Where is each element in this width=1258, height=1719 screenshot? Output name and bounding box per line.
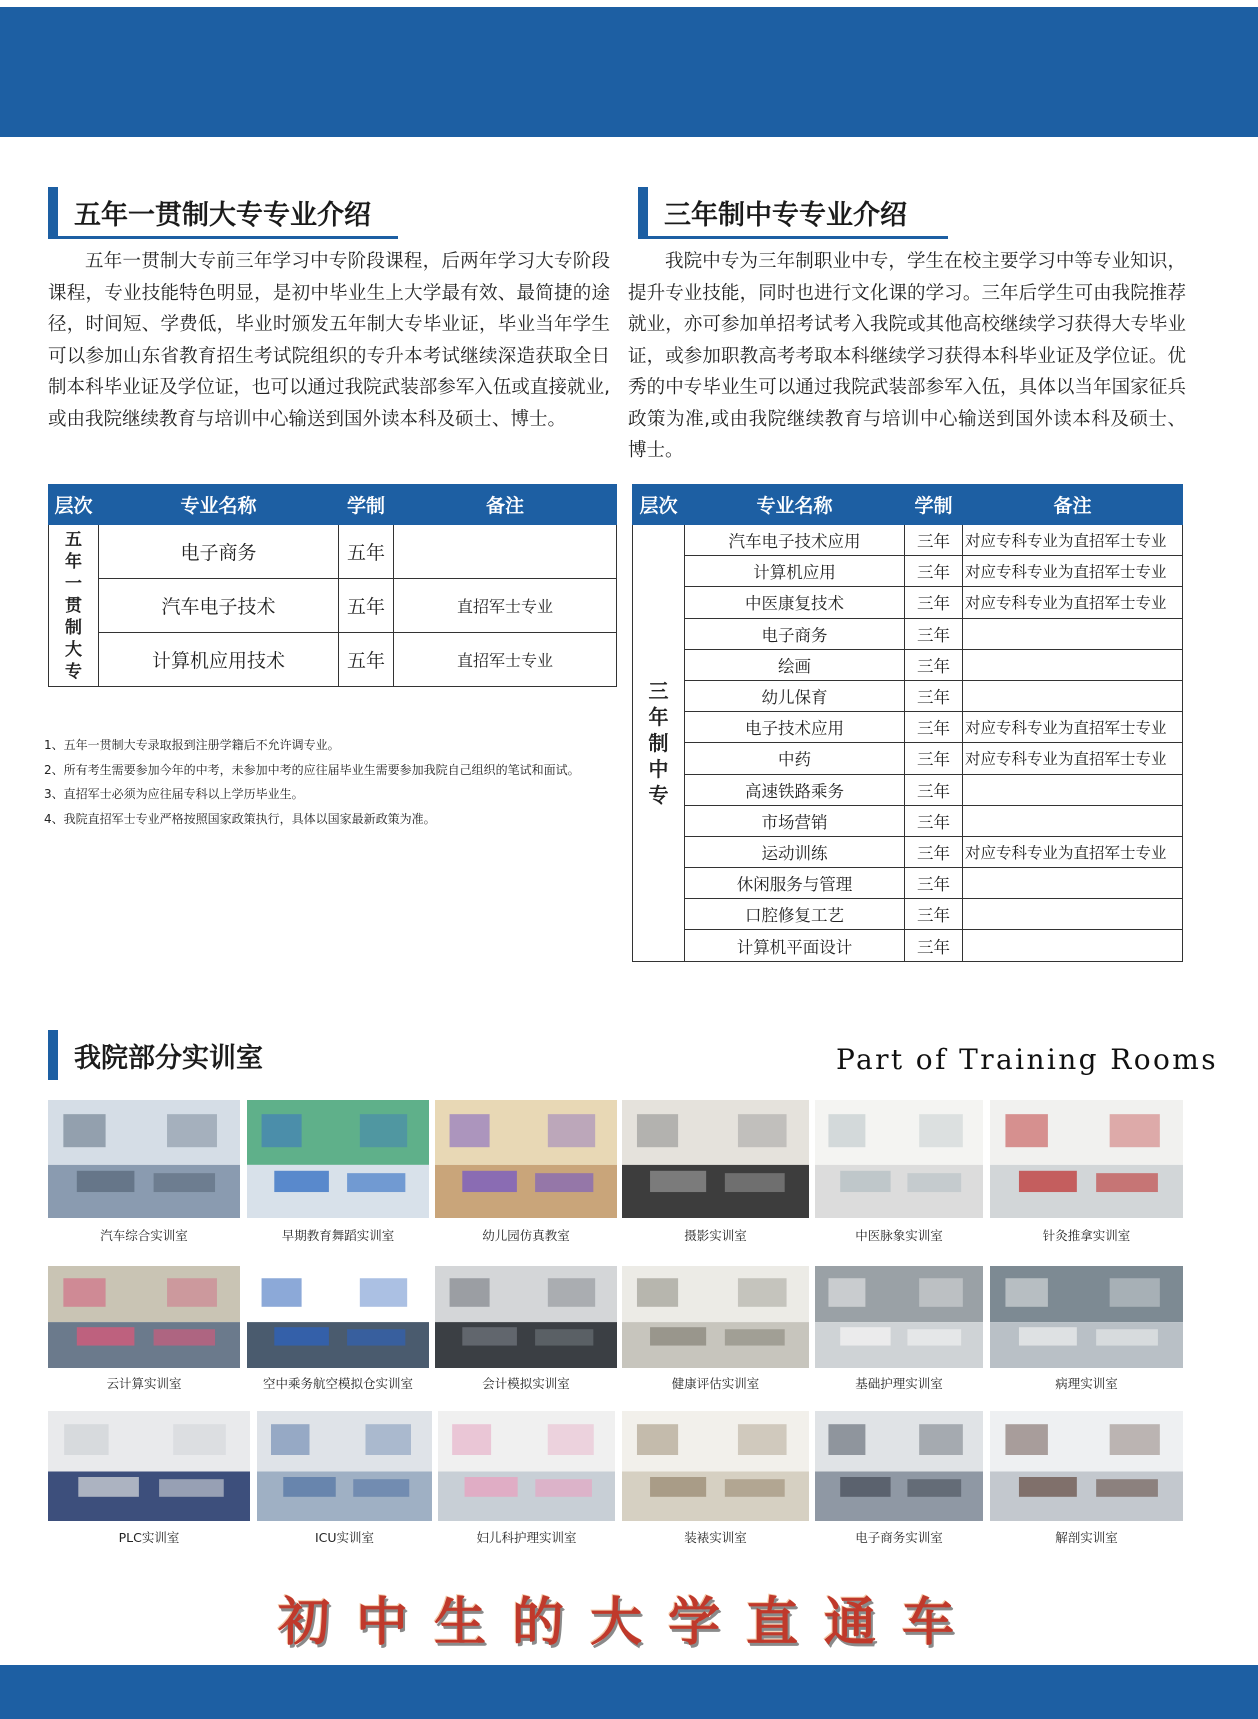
table-row [633, 868, 1183, 899]
note-item: 1、五年一贯制大专录取报到注册学籍后不允许调专业。 [44, 738, 340, 752]
header-underline [48, 236, 398, 239]
level-cell: 三年制中专 [633, 525, 685, 962]
training-room-card [438, 1411, 615, 1548]
remarks-cell: 直招军士专业 [394, 579, 617, 633]
duration-cell: 三年 [905, 774, 963, 805]
training-rooms-english-title: Part of Training Rooms [836, 1043, 1219, 1076]
duration-cell: 三年 [905, 618, 963, 649]
duration-cell: 三年 [905, 525, 963, 556]
table-row [633, 774, 1183, 805]
training-room-card [247, 1266, 429, 1394]
table-row [633, 743, 1183, 774]
major-name-cell: 计算机应用技术 [99, 633, 339, 687]
training-room-caption: 针灸推拿实训室 [1042, 1228, 1131, 1243]
training-room-caption: 早期教育舞蹈实训室 [281, 1228, 395, 1243]
duration-cell: 三年 [905, 556, 963, 587]
table-row [633, 712, 1183, 743]
training-room-card [990, 1266, 1183, 1394]
training-room-caption: 摄影实训室 [684, 1228, 747, 1243]
training-room-card [990, 1411, 1183, 1548]
major-name-cell: 绘画 [685, 649, 905, 680]
training-room-card [622, 1266, 809, 1394]
duration-cell: 五年 [339, 579, 394, 633]
bottom-banner [0, 1665, 1258, 1719]
training-room-photo [48, 1411, 250, 1521]
duration-cell: 三年 [905, 836, 963, 867]
duration-cell: 三年 [905, 805, 963, 836]
table-row [633, 649, 1183, 680]
five-year-major-table [48, 484, 617, 687]
remarks-cell: 对应专科专业为直招军士专业 [963, 743, 1183, 774]
training-room-caption: 电子商务实训室 [855, 1530, 943, 1545]
major-name-cell: 口腔修复工艺 [685, 899, 905, 930]
note-item: 4、我院直招军士专业严格按照国家政策执行，具体以国家最新政策为准。 [44, 811, 436, 826]
five-year-section-title: 五年一贯制大专专业介绍 [74, 200, 371, 231]
header-accent-bar [48, 187, 58, 237]
table-row [633, 525, 1183, 556]
training-room-photo [622, 1411, 809, 1521]
major-name-cell: 运动训练 [685, 836, 905, 867]
training-room-caption: 空中乘务航空模拟仓实训室 [262, 1376, 413, 1391]
header-remarks: 备注 [394, 485, 617, 525]
training-room-caption: 病理实训室 [1055, 1376, 1118, 1391]
major-name-cell: 休闲服务与管理 [685, 868, 905, 899]
header-level: 层次 [633, 485, 685, 525]
major-name-cell: 汽车电子技术 [99, 579, 339, 633]
admission-notes [44, 733, 644, 831]
training-room-card [48, 1100, 240, 1246]
training-room-caption: PLC实训室 [118, 1530, 180, 1545]
major-name-cell: 高速铁路乘务 [685, 774, 905, 805]
remarks-cell [963, 930, 1183, 961]
table-row [633, 930, 1183, 961]
three-year-section-header [638, 187, 948, 239]
duration-cell: 三年 [905, 649, 963, 680]
header-duration: 学制 [905, 485, 963, 525]
major-name-cell: 电子商务 [685, 618, 905, 649]
table-row [49, 525, 617, 579]
duration-cell: 三年 [905, 587, 963, 618]
major-name-cell: 市场营销 [685, 805, 905, 836]
training-rooms-title: 我院部分实训室 [74, 1043, 263, 1074]
duration-cell: 三年 [905, 680, 963, 711]
duration-cell: 三年 [905, 868, 963, 899]
training-room-card [435, 1266, 617, 1394]
training-room-caption: ICU实训室 [314, 1530, 375, 1545]
major-name-cell: 电子商务 [99, 525, 339, 579]
table-row [633, 618, 1183, 649]
header-major-name: 专业名称 [99, 485, 339, 525]
three-year-major-table [632, 484, 1183, 962]
training-room-card [257, 1411, 432, 1548]
training-room-card [48, 1266, 240, 1394]
training-room-card [247, 1100, 429, 1246]
remarks-cell: 对应专科专业为直招军士专业 [963, 712, 1183, 743]
remarks-cell [963, 680, 1183, 711]
training-room-photo [990, 1100, 1183, 1218]
training-room-caption: 会计模拟实训室 [482, 1376, 570, 1391]
table-header-row [633, 485, 1183, 525]
training-room-caption: 基础护理实训室 [855, 1376, 943, 1391]
remarks-cell [963, 649, 1183, 680]
remarks-cell [963, 899, 1183, 930]
top-banner [0, 7, 1258, 137]
training-room-card [622, 1411, 809, 1548]
duration-cell: 五年 [339, 525, 394, 579]
remarks-cell [963, 774, 1183, 805]
level-cell: 五年一贯制大专 [49, 525, 99, 687]
slogan: 初中生的大学直通车 [277, 1593, 980, 1653]
remarks-cell: 对应专科专业为直招军士专业 [963, 836, 1183, 867]
training-room-caption: 汽车综合实训室 [100, 1228, 188, 1243]
duration-cell: 三年 [905, 899, 963, 930]
training-room-photo [247, 1100, 429, 1218]
training-room-card [435, 1100, 617, 1246]
training-room-photo [438, 1411, 615, 1521]
header-level: 层次 [49, 485, 99, 525]
header-accent-bar [48, 1030, 58, 1080]
major-name-cell: 汽车电子技术应用 [685, 525, 905, 556]
note-item: 2、所有考生需要参加今年的中考，未参加中考的应往届毕业生需要参加我院自己组织的笔试和面试。 [44, 762, 580, 777]
training-room-photo [990, 1266, 1183, 1368]
header-underline [638, 236, 948, 239]
table-row [633, 836, 1183, 867]
training-room-photo [48, 1100, 240, 1218]
training-room-card [48, 1411, 250, 1548]
training-room-caption: 健康评估实训室 [671, 1376, 760, 1391]
table-row [633, 805, 1183, 836]
training-room-photo [622, 1100, 809, 1218]
remarks-cell [963, 805, 1183, 836]
major-name-cell: 中药 [685, 743, 905, 774]
training-room-caption: 云计算实训室 [106, 1376, 182, 1391]
duration-cell: 五年 [339, 633, 394, 687]
remarks-cell [963, 618, 1183, 649]
header-major-name: 专业名称 [685, 485, 905, 525]
training-room-photo [435, 1100, 617, 1218]
duration-cell: 三年 [905, 930, 963, 961]
training-room-photo [247, 1266, 429, 1368]
remarks-cell: 对应专科专业为直招军士专业 [963, 587, 1183, 618]
training-room-photo [815, 1100, 983, 1218]
training-room-photo [257, 1411, 432, 1521]
header-duration: 学制 [339, 485, 394, 525]
training-room-card [815, 1266, 983, 1394]
training-room-caption: 装裱实训室 [684, 1530, 747, 1545]
table-row [633, 556, 1183, 587]
training-room-card [815, 1100, 983, 1246]
table-row [49, 633, 617, 687]
training-room-photo [435, 1266, 617, 1368]
note-item: 3、直招军士必须为应往届专科以上学历毕业生。 [44, 787, 304, 801]
training-room-caption: 解剖实训室 [1055, 1530, 1118, 1545]
major-name-cell: 计算机应用 [685, 556, 905, 587]
training-room-card [622, 1100, 809, 1246]
three-year-section-title: 三年制中专专业介绍 [664, 200, 907, 231]
header-accent-bar [638, 187, 648, 237]
major-name-cell: 幼儿保育 [685, 680, 905, 711]
training-room-caption: 妇儿科护理实训室 [476, 1530, 577, 1545]
training-room-photo [622, 1266, 809, 1368]
table-row [633, 680, 1183, 711]
training-room-caption: 中医脉象实训室 [855, 1228, 943, 1243]
five-year-section-header [48, 187, 398, 239]
remarks-cell: 对应专科专业为直招军士专业 [963, 556, 1183, 587]
remarks-cell: 对应专科专业为直招军士专业 [963, 525, 1183, 556]
remarks-cell [394, 525, 617, 579]
five-year-intro: 五年一贯制大专前三年学习中专阶段课程，后两年学习大专阶段课程，专业技能特色明显，是初中毕业生上大学最有效、最简捷的途径，时间短、学费低，毕业时颁发五年制大专毕业证，毕业当年学生可以参加山东省教育招生考试院组织的专升本考试继续深造获取全日制本科毕业证及学位证，也可以通过我院武装部参军入伍或直接就业,或由我院继续教育与培训中心输送到国外读本科及硕士、博士。 [48, 251, 610, 430]
header-remarks: 备注 [963, 485, 1183, 525]
training-room-card [990, 1100, 1183, 1246]
three-year-intro: 我院中专为三年制职业中专，学生在校主要学习中等专业知识，提升专业技能，同时也进行文化课的学习。三年后学生可由我院推荐就业，亦可参加单招考试考入我院或其他高校继续学习获得大专毕业证，或参加职教高考考取本科继续学习获得本科毕业证及学位证。优秀的中专毕业生可以通过我院武装部参军入伍，具体以当年国家征兵政策为准,或由我院继续教育与培训中心输送到国外读本科及硕士、博士。 [628, 251, 1186, 461]
training-room-caption: 幼儿园仿真教室 [482, 1228, 570, 1243]
remarks-cell: 直招军士专业 [394, 633, 617, 687]
table-header-row [49, 485, 617, 525]
major-name-cell: 中医康复技术 [685, 587, 905, 618]
training-room-card [815, 1411, 983, 1548]
table-row [633, 587, 1183, 618]
duration-cell: 三年 [905, 743, 963, 774]
training-room-photo [990, 1411, 1183, 1521]
training-rooms-header [48, 1030, 358, 1082]
major-name-cell: 计算机平面设计 [685, 930, 905, 961]
training-room-photo [48, 1266, 240, 1368]
table-row [49, 579, 617, 633]
table-row [633, 899, 1183, 930]
training-room-photo [815, 1266, 983, 1368]
training-room-photo [815, 1411, 983, 1521]
major-name-cell: 电子技术应用 [685, 712, 905, 743]
remarks-cell [963, 868, 1183, 899]
duration-cell: 三年 [905, 712, 963, 743]
